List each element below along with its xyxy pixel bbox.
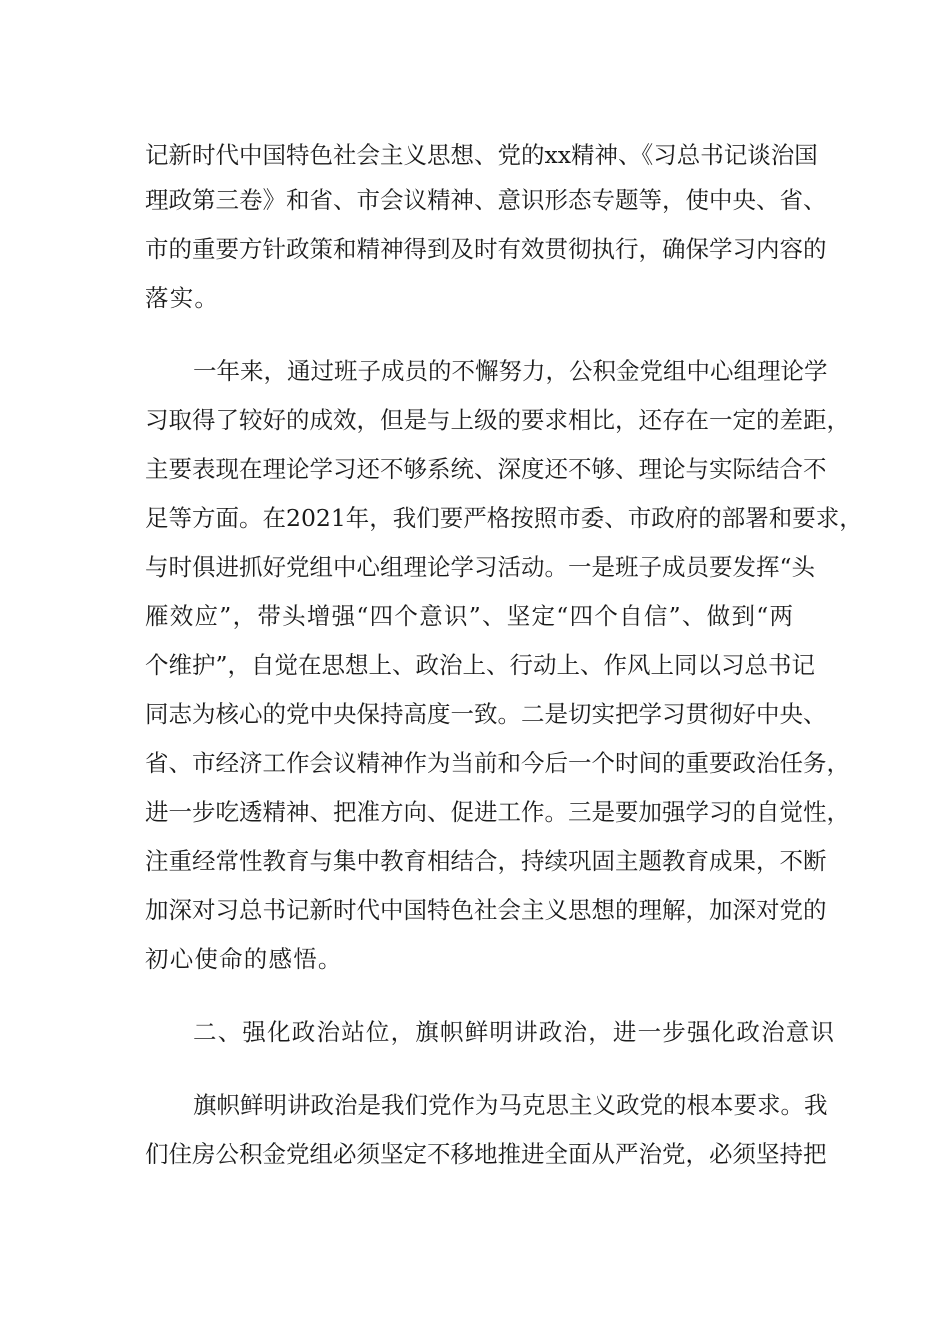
paragraph-line: 足等方面。在2021年，我们要严格按照市委、市政府的部署和要求， bbox=[145, 504, 863, 532]
section-heading: 二、强化政治站位，旗帜鲜明讲政治，进一步强化政治意识 bbox=[193, 1018, 836, 1046]
paragraph-line: 与时俱进抓好党组中心组理论学习活动。一是班子成员要发挥“头 bbox=[145, 553, 816, 581]
paragraph-line: 进一步吃透精神、把准方向、促进工作。三是要加强学习的自觉性， bbox=[145, 798, 850, 826]
paragraph-line: 初心使命的感悟。 bbox=[145, 945, 343, 973]
paragraph-line: 同志为核心的党中央保持高度一致。二是切实把学习贯彻好中央、 bbox=[145, 700, 827, 728]
paragraph-line: 主要表现在理论学习还不够系统、深度还不够、理论与实际结合不 bbox=[145, 455, 827, 483]
paragraph-line: 记新时代中国特色社会主义思想、党的xx精神、《习总书记谈治国 bbox=[145, 141, 818, 169]
paragraph-line: 一年来，通过班子成员的不懈努力，公积金党组中心组理论学 bbox=[193, 357, 828, 385]
paragraph-line: 个维护”，自觉在思想上、政治上、行动上、作风上同以习总书记 bbox=[145, 651, 816, 679]
paragraph-line: 雁效应”，带头增强“四个意识”、坚定“四个自信”、做到“两 bbox=[145, 602, 793, 630]
paragraph-line: 们住房公积金党组必须坚定不移地推进全面从严治党，必须坚持把 bbox=[145, 1140, 827, 1168]
paragraph-line: 习取得了较好的成效，但是与上级的要求相比，还存在一定的差距， bbox=[145, 406, 850, 434]
paragraph-line: 旗帜鲜明讲政治是我们党作为马克思主义政党的根本要求。我 bbox=[193, 1091, 828, 1119]
paragraph-line: 省、市经济工作会议精神作为当前和今后一个时间的重要政治任务， bbox=[145, 749, 850, 777]
paragraph-line: 市的重要方针政策和精神得到及时有效贯彻执行，确保学习内容的 bbox=[145, 235, 827, 263]
paragraph-line: 理政第三卷》和省、市会议精神、意识形态专题等，使中央、省、 bbox=[145, 186, 827, 214]
paragraph-line: 加深对习总书记新时代中国特色社会主义思想的理解，加深对党的 bbox=[145, 896, 827, 924]
paragraph-line: 注重经常性教育与集中教育相结合，持续巩固主题教育成果，不断 bbox=[145, 847, 827, 875]
paragraph-line: 落实。 bbox=[145, 284, 220, 312]
